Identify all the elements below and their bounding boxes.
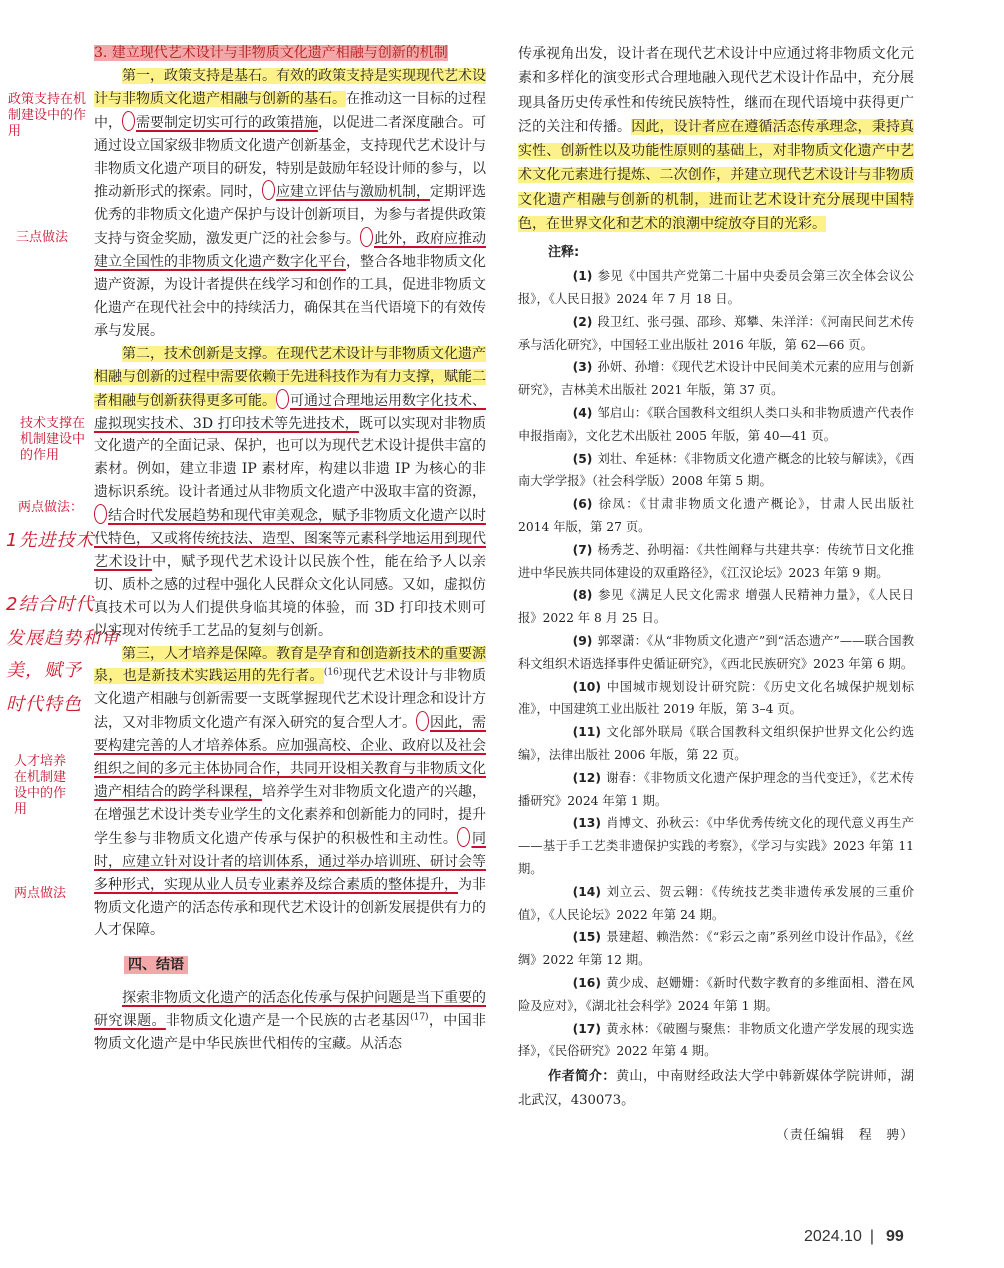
section-heading-conclusion: 四、结语 <box>94 954 486 977</box>
annotation-circle <box>276 389 289 409</box>
note-item: (5) 刘壮、牟延林：《非物质文化遗产概念的比较与解读》，《西南大学学报》（社会科学版）2008 年第 5 期。 <box>518 451 914 489</box>
note-item: (12) 谢春：《非物质文化遗产保护理念的当代变迁》，《艺术传播研究》2024 年第 1 期。 <box>518 770 914 808</box>
margin-note-three-point: 三点做法 <box>16 230 69 245</box>
note-item: (11) 文化部外联局《联合国教科文组织保护世界文化公约选编》，法律出版社 2006 年版，第 22 页。 <box>518 725 914 763</box>
note-item: (3) 孙妍、孙增：《现代艺术设计中民间美术元素的应用与创新研究》，吉林美术出版社 2021 年版，第 37 页。 <box>518 360 914 398</box>
note-item: (9) 郭翠潇：《从“非物质文化遗产”到“活态遗产”——联合国教科文组织术语选择事件史循证研究》，《西北民族研究》2023 年第 6 期。 <box>518 634 914 671</box>
notes-title: 注释: <box>548 245 580 261</box>
note-item: (17) 黄永林：《破圈与聚焦：非物质文化遗产学发展的现实选择》，《民俗研究》2022 年第 4 期。 <box>518 1021 914 1059</box>
note-item: (7) 杨秀芝、孙明福：《共性阐释与共建共享：传统节日文化推进中华民族共同体建设的双重路径》，《江汉论坛》2023 年第 9 期。 <box>518 542 914 580</box>
margin-note-tech: 技术支撑在机制建设中的作用 <box>20 416 86 463</box>
note-item: (13) 肖博文、孙秋云：《中华优秀传统文化的现代意义再生产——基于手工艺类非遗保护实践的考察》，《学习与实践》2023 年第 11 期。 <box>518 816 914 876</box>
note-item: (4) 邹启山：《联合国教科文组织人类口头和非物质遗产代表作申报指南》，文化艺术出版社 2005 年版，第 40—41 页。 <box>518 406 914 443</box>
annotation-circle <box>94 504 107 524</box>
paragraph-tech: 第二，技术创新是支撑。在现代艺术设计与非物质文化遗产相融与创新的过程中需要依赖于先进科技作为有力支撑，赋能二者相融与创新获得更多可能。 可通过合理地运用数字化技术、虚拟现实技术、3D 打印技术等先进技术，既可以实现对非物质文化遗产的全面记录、保护，也可以为现代艺术设计提供丰富的素材。例如，建立非遗 IP 素材库，构建以非遗 IP 为核心的非遗标识系统。设计者通过从非物质文化遗产中汲取丰富的资源，结合时代发展趋势和现代审美观念，赋予非物质文化遗产以时代特色，又或将传统技法、造型、图案等元素科学地运用到现代艺术设计中，赋予现代艺术设计以民族个性，能在给予人以亲切、质朴之感的过程中强化人民群众文化认同感。又如，虚拟仿真技术可以为人们提供身临其境的体验，而 3D 打印技术则可以实现对传统手工艺品的复刻与创新。 <box>94 345 487 639</box>
annotation-circle <box>262 180 275 200</box>
margin-note-talent: 人才培养在机制建设中的作用 <box>14 754 67 817</box>
editor-credit: （责任编辑 程 骋） <box>776 1128 914 1144</box>
handwriting-line-5: 时代特色 <box>6 694 82 715</box>
issue-date: 2024.10 <box>804 1228 862 1245</box>
note-item: (14) 刘立云、贺云翱：《传统技艺类非遗传承发展的三重价值》，《人民论坛》2022 年第 24 期。 <box>518 884 914 922</box>
margin-note-policy: 政策支持在机制建设中的作用 <box>8 92 87 139</box>
right-column <box>518 42 914 1148</box>
paragraph-policy: 第一，政策支持是基石。有效的政策支持是实现现代艺术设计与非物质文化遗产相融与创新的基石。在推动这一目标的过程中， 需要制定切实可行的政策措施，以促进二者深度融合。可通过设立国家级非物质文化遗产创新基金，支持现代艺术设计与非物质文化遗产项目的研发，特别是鼓励年轻设计师的参与，以推动新形式的探索。同时， 应建立评估与激励机制，定期评选优秀的非物质文化遗产保护与设计创新项目，为参与者提供政策支持与资金奖励，激发更广泛的社会参与。 此外，政府应推动建立全国性的非物质文化遗产数字化平台，整合各地非物质文化遗产资源，为设计者提供在线学习和创作的工具，促进非物质文化遗产在现代社会中的持续活力，确保其在当代语境下的有效传承与发展。 <box>94 67 486 339</box>
note-item: (15) 景建超、赖浩然：《“彩云之南”系列丝巾设计作品》，《丝绸》2022 年第 12 期。 <box>518 930 914 968</box>
page-footer <box>804 1228 904 1246</box>
note-item: (8) 参见《满足人民文化需求 增强人民精神力量》，《人民日报》2022 年 8 月 25 日。 <box>518 588 914 626</box>
annotation-circle <box>416 711 429 731</box>
annotation-circle <box>122 111 135 131</box>
annotation-circle <box>457 827 470 847</box>
notes-list <box>518 265 914 1063</box>
page-number: 99 <box>886 1228 904 1245</box>
note-item: (10) 中国城市规划设计研究院：《历史文化名城保护规划标准》，中国建筑工业出版社 2019 年版，第 3–4 页。 <box>518 679 914 717</box>
handwriting-line-4: 美，赋予 <box>6 660 82 681</box>
margin-note-two-point-1: 两点做法： <box>18 500 84 515</box>
note-item: (16) 黄少成、赵姗姗：《新时代数字教育的多维面相、潜在风险及应对》，《湖北社会科学》2024 年第 1 期。 <box>518 975 914 1013</box>
paragraph-conclusion: 探索非物质文化遗产的活态化传承与保护问题是当下重要的研究课题。非物质文化遗产是一个民族的古老基因$^{(17)}$，中国非物质文化遗产是中华民族世代相传的宝藏。从活态 <box>94 990 487 1053</box>
note-item: (1) 参见《中国共产党第二十届中央委员会第三次全体会议公报》，《人民日报》2024 年 7 月 18 日。 <box>518 269 914 307</box>
note-item: (2) 段卫红、张弓强、邵珍、郑攀、朱洋洋：《河南民间艺术传承与活化研究》，中国轻工业出版社 2016 年版，第 62—66 页。 <box>518 314 914 352</box>
handwriting-line-2: 2结合时代 <box>6 594 95 615</box>
handwriting-line-3: 发展趋势和审 <box>6 628 120 649</box>
margin-note-two-point-2: 两点做法 <box>14 886 67 901</box>
paragraph-talent: 第三，人才培养是保障。教育是孕育和创造新技术的重要源泉，也是新技术实践运用的先行者。$^{(16)}$现代艺术设计与非物质文化遗产相融与创新需要一支既掌握现代艺术设计理念和设计方法，又对非物质文化遗产有深入研究的复合型人才。 因此，需要构建完善的人才培养体系。应加强高校、企业、政府以及社会组织之间的多元主体协同合作，共同开设相关教育与非物质文化遗产相结合的跨学科课程，培养学生对非物质文化遗产的兴趣，在增强艺术设计类专业学生的文化素养和创新能力的同时，提升学生参与非物质文化遗产传承与保护的积极性和主动性。 同时，应建立针对设计者的培训体系，通过举办培训班、研讨会等多种形式，实现从业人员专业素养及综合素质的整体提升，为非物质文化遗产的活态传承和现代艺术设计的创新发展提供有力的人才保障。 <box>94 645 487 939</box>
footer-divider: | <box>869 1228 874 1245</box>
paragraph-conclusion-continued: 传承视角出发，设计者在现代艺术设计中应通过将非物质文化元素和多样化的演变形式合理地融入现代艺术设计作品中，充分展现具备历史传承性和传统民族特性，继而在现代语境中获得更广泛的关注和传播。因此，设计者应在遵循活态传承理念，秉持真实性、创新性以及功能性原则的基础上，对非物质文化遗产中艺术文化元素进行提炼、二次创作，并建立现代艺术设计与非物质文化遗产相融与创新的机制，进而让艺术设计充分展现中国特色，在世界文化和艺术的浪潮中绽放夺目的光彩。 <box>518 46 915 233</box>
handwriting-line-1: 1先进技术 <box>6 530 95 551</box>
annotation-circle <box>360 227 373 247</box>
note-item: (6) 徐凤：《甘肃非物质文化遗产概论》，甘肃人民出版社 2014 年版，第 27 页。 <box>518 497 914 535</box>
left-column <box>94 42 486 1056</box>
subsection-heading: 3. 建立现代艺术设计与非物质文化遗产相融与创新的机制 <box>94 45 448 61</box>
author-bio: 作者简介：黄山，中南财经政法大学中韩新媒体学院讲师，湖北武汉，430073。 <box>518 1069 915 1109</box>
